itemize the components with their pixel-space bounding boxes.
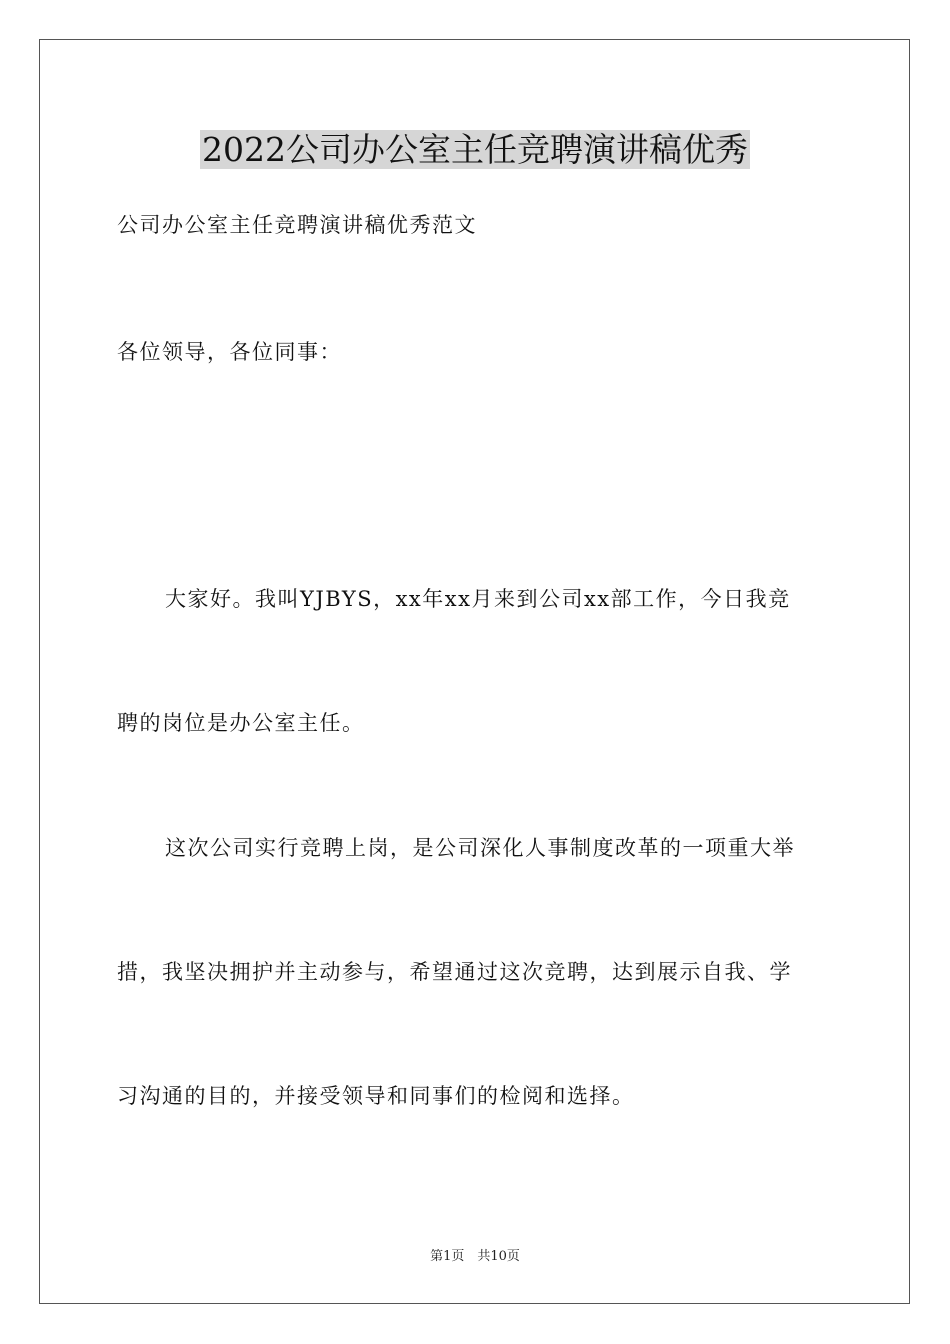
body-line-3: 这次公司实行竞聘上岗，是公司深化人事制度改革的一项重大举 bbox=[165, 836, 795, 860]
document-subtitle: 公司办公室主任竞聘演讲稿优秀范文 bbox=[117, 213, 477, 237]
document-title bbox=[0, 128, 950, 172]
body-line-2: 聘的岗位是办公室主任。 bbox=[117, 711, 365, 735]
greeting: 各位领导，各位同事： bbox=[117, 340, 342, 364]
page-number: 第1页 共10页 bbox=[430, 1249, 520, 1264]
body-line-4: 措，我坚决拥护并主动参与，希望通过这次竞聘，达到展示自我、学 bbox=[117, 960, 792, 984]
document-title-text: 2022公司办公室主任竞聘演讲稿优秀 bbox=[202, 130, 748, 169]
body-line-5: 习沟通的目的，并接受领导和同事们的检阅和选择。 bbox=[117, 1084, 635, 1108]
body-line-1: 大家好。我叫YJBYS，xx年xx月来到公司xx部工作，今日我竞 bbox=[165, 587, 791, 611]
